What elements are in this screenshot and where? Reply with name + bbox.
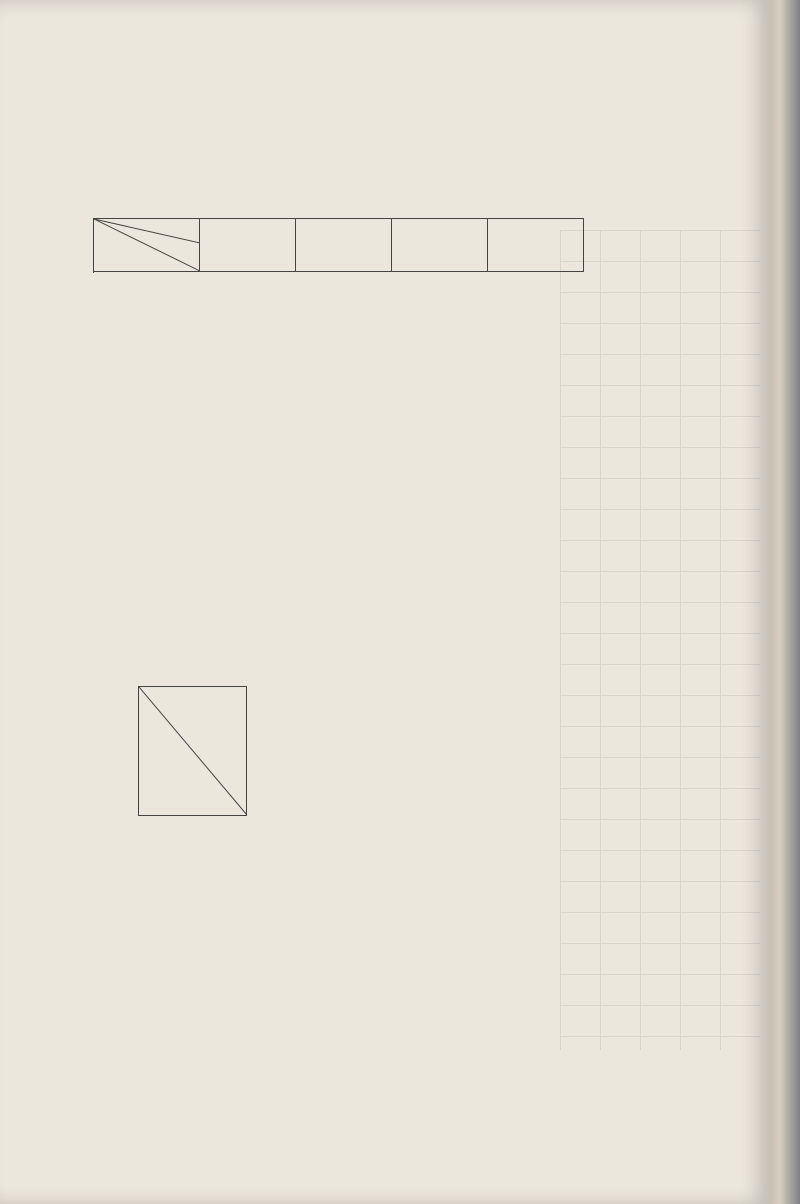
table3-grid [93, 218, 584, 272]
table3-corner-cell [94, 219, 200, 272]
table3-group-header [392, 219, 488, 272]
table4-corner-cell [139, 687, 247, 816]
table4-grid [138, 686, 543, 816]
table3-group-header [200, 219, 296, 272]
table3-group-header [296, 219, 392, 272]
table3-group-header [488, 219, 584, 272]
show-through-grid [560, 230, 760, 1050]
